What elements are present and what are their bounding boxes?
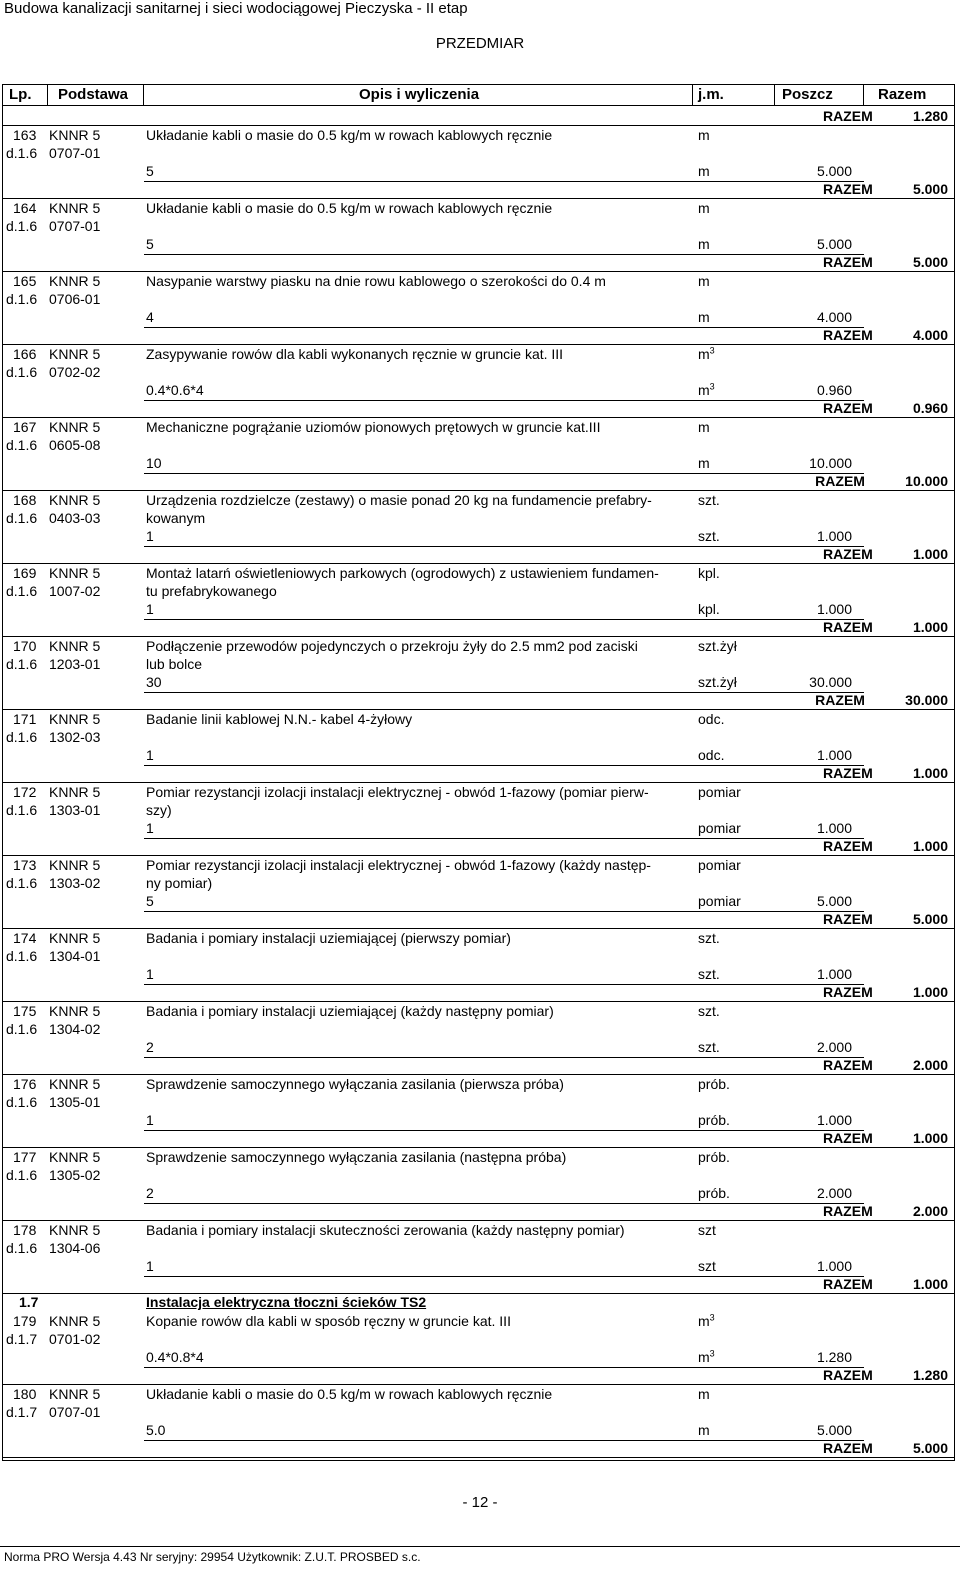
header-lp: Lp. (9, 86, 32, 103)
calc-value: 1.000 (816, 528, 852, 544)
item-knnr: KNNR 5 (49, 492, 101, 508)
item-section: d.1.6 (6, 583, 38, 599)
item-section: d.1.6 (6, 510, 38, 526)
table-row (3, 637, 954, 710)
razem-total: RAZEM 1.000 (822, 546, 948, 562)
item-description-cont: lub bolce (146, 656, 203, 672)
item-description: Nasypanie warstwy piasku na dnie rowu kablowego o szerokości do 0.4 m (146, 273, 606, 289)
calc-expression: 5 (146, 163, 154, 179)
table-row (3, 1148, 954, 1221)
calc-unit: m (698, 1422, 710, 1438)
document-subtitle: PRZEDMIAR (435, 35, 525, 52)
item-unit: pomiar (698, 857, 741, 873)
header-jm: j.m. (698, 86, 724, 103)
underline (144, 911, 864, 912)
calc-expression: 1 (146, 528, 154, 544)
item-code: 1305-02 (49, 1167, 101, 1183)
calc-expression: 5 (146, 236, 154, 252)
calc-value: 1.000 (816, 1258, 852, 1274)
item-knnr: KNNR 5 (49, 127, 101, 143)
underline (144, 473, 864, 474)
item-description: Kopanie rowów dla kabli w sposób ręczny w gruncie kat. III (146, 1313, 511, 1329)
item-lp: 177 (13, 1149, 37, 1165)
item-unit: prób. (698, 1149, 730, 1165)
razem-total: RAZEM 1.000 (822, 1130, 948, 1146)
item-code: 0707-01 (49, 1404, 101, 1420)
item-description: Mechaniczne pogrążanie uziomów pionowych prętowych w gruncie kat.III (146, 419, 601, 435)
footer-text: Norma PRO Wersja 4.43 Nr seryjny: 29954 Użytkownik: Z.U.T. PROSBED s.c. (4, 1550, 421, 1564)
item-knnr: KNNR 5 (49, 200, 101, 216)
item-section: d.1.6 (6, 145, 38, 161)
item-lp: 165 (13, 273, 37, 289)
calc-expression: 1 (146, 601, 154, 617)
item-knnr: KNNR 5 (49, 419, 101, 435)
header-razem: Razem (878, 86, 927, 103)
razem-total: RAZEM 5.000 (822, 1440, 948, 1456)
page-number: - 12 - (462, 1494, 498, 1511)
calc-unit: kpl. (698, 601, 720, 617)
item-lp: 174 (13, 930, 37, 946)
underline (144, 1057, 864, 1058)
razem-total: RAZEM 5.000 (822, 911, 948, 927)
item-description: Badania i pomiary instalacji uziemiającej (każdy następny pomiar) (146, 1003, 554, 1019)
item-code: 1007-02 (49, 583, 101, 599)
item-lp: 166 (13, 346, 37, 362)
table-row (3, 710, 954, 783)
item-knnr: KNNR 5 (49, 638, 101, 654)
underline (144, 984, 864, 985)
calc-expression: 1 (146, 1112, 154, 1128)
item-section: d.1.6 (6, 729, 38, 745)
item-unit: kpl. (698, 565, 720, 581)
calc-expression: 0.4*0.6*4 (146, 382, 204, 398)
section-header (3, 1294, 954, 1312)
underline (144, 1440, 864, 1441)
calc-expression: 2 (146, 1185, 154, 1201)
item-description: Badanie linii kablowej N.N.- kabel 4-żyłowy (146, 711, 413, 727)
table-row (3, 345, 954, 418)
item-code: 0706-01 (49, 291, 101, 307)
razem-total: RAZEM 5.000 (822, 181, 948, 197)
calc-value: 5.000 (816, 1422, 852, 1438)
razem-total: RAZEM 1.000 (822, 984, 948, 1000)
item-section: d.1.6 (6, 437, 38, 453)
item-knnr: KNNR 5 (49, 784, 101, 800)
razem-total: RAZEM 1.000 (822, 1276, 948, 1292)
item-description: Układanie kabli o masie do 0.5 kg/m w rowach kablowych ręcznie (146, 1386, 553, 1402)
underline (144, 838, 864, 839)
calc-expression: 5.0 (146, 1422, 166, 1438)
calc-unit: szt.żył (698, 674, 737, 690)
table-row (3, 1221, 954, 1294)
calc-expression: 4 (146, 309, 154, 325)
calc-expression: 1 (146, 966, 154, 982)
item-code: 1304-02 (49, 1021, 101, 1037)
item-lp: 175 (13, 1003, 37, 1019)
item-unit: szt. (698, 930, 720, 946)
item-knnr: KNNR 5 (49, 273, 101, 289)
item-unit: szt. (698, 1003, 720, 1019)
calc-value: 10.000 (809, 455, 852, 471)
calc-unit: m (698, 455, 710, 471)
item-code: 0707-01 (49, 145, 101, 161)
item-section: d.1.6 (6, 875, 38, 891)
calc-value: 5.000 (816, 163, 852, 179)
table-header (3, 85, 954, 106)
item-description-cont: kowanym (146, 510, 206, 526)
item-lp: 163 (13, 127, 37, 143)
table-row (3, 199, 954, 272)
underline (144, 181, 864, 182)
item-unit: prób. (698, 1076, 730, 1092)
row-separator (3, 1457, 954, 1458)
section-number: 1.7 (19, 1294, 39, 1310)
razem-total: RAZEM 1.000 (822, 619, 948, 635)
item-code: 1303-01 (49, 802, 101, 818)
razem-total: RAZEM 2.000 (822, 1057, 948, 1073)
item-knnr: KNNR 5 (49, 1313, 101, 1329)
item-code: 0702-02 (49, 364, 101, 380)
item-unit: m (698, 273, 710, 289)
calc-unit: m (698, 163, 710, 179)
item-unit: odc. (698, 711, 725, 727)
underline (144, 254, 864, 255)
underline (144, 546, 864, 547)
calc-value: 1.280 (816, 1349, 852, 1365)
item-description: Sprawdzenie samoczynnego wyłączania zasilania (następna próba) (146, 1149, 567, 1165)
calc-value: 5.000 (816, 893, 852, 909)
razem-total: RAZEM 2.000 (822, 1203, 948, 1219)
calc-unit: prób. (698, 1185, 730, 1201)
item-code: 1203-01 (49, 656, 101, 672)
item-unit: m (698, 200, 710, 216)
item-code: 1305-01 (49, 1094, 101, 1110)
item-lp: 180 (13, 1386, 37, 1402)
calc-expression: 2 (146, 1039, 154, 1055)
underline (144, 1130, 864, 1131)
item-unit: szt. (698, 492, 720, 508)
calc-unit: odc. (698, 747, 725, 763)
item-code: 1304-01 (49, 948, 101, 964)
item-unit: m (698, 127, 710, 143)
table-row (3, 1312, 954, 1385)
underline (144, 765, 864, 766)
item-description: Pomiar rezystancji izolacji instalacji elektrycznej - obwód 1-fazowy (każdy następ- (146, 857, 651, 873)
calc-expression: 30 (146, 674, 162, 690)
razem-total: RAZEM 1.000 (822, 765, 948, 781)
razem-total: RAZEM 5.000 (822, 254, 948, 270)
calc-unit: szt (698, 1258, 716, 1274)
item-section: d.1.6 (6, 1167, 38, 1183)
item-code: 0605-08 (49, 437, 101, 453)
item-section: d.1.6 (6, 1240, 38, 1256)
item-knnr: KNNR 5 (49, 565, 101, 581)
table-row (3, 126, 954, 199)
calc-value: 1.000 (816, 601, 852, 617)
calc-value: 1.000 (816, 747, 852, 763)
item-unit: $m^3$ (698, 345, 715, 362)
item-knnr: KNNR 5 (49, 1386, 101, 1402)
item-unit: szt.żył (698, 638, 737, 654)
underline (144, 692, 864, 693)
item-description: Badania i pomiary instalacji uziemiającej (pierwszy pomiar) (146, 930, 511, 946)
calc-value: 0.960 (816, 382, 852, 398)
calc-expression: 5 (146, 893, 154, 909)
estimate-table (2, 84, 955, 1461)
header-podstawa: Podstawa (58, 86, 129, 103)
table-row (3, 564, 954, 637)
underline (144, 1203, 864, 1204)
razem-total: RAZEM 10.000 (815, 473, 948, 489)
item-section: d.1.6 (6, 656, 38, 672)
item-code: 1302-03 (49, 729, 101, 745)
calc-expression: 0.4*0.8*4 (146, 1349, 204, 1365)
item-section: d.1.6 (6, 218, 38, 234)
item-code: 0701-02 (49, 1331, 101, 1347)
item-description: Układanie kabli o masie do 0.5 kg/m w rowach kablowych ręcznie (146, 127, 553, 143)
item-knnr: KNNR 5 (49, 1149, 101, 1165)
calc-value: 2.000 (816, 1185, 852, 1201)
item-code: 1304-06 (49, 1240, 101, 1256)
item-unit: $m^3$ (698, 1312, 715, 1329)
item-lp: 173 (13, 857, 37, 873)
item-knnr: KNNR 5 (49, 1003, 101, 1019)
item-unit: m (698, 419, 710, 435)
calc-value: 2.000 (816, 1039, 852, 1055)
item-lp: 169 (13, 565, 37, 581)
calc-value: 1.000 (816, 966, 852, 982)
item-description: Montaż latarń oświetleniowych parkowych (ogrodowych) z ustawieniem fundamen- (146, 565, 659, 581)
calc-expression: 10 (146, 455, 162, 471)
item-knnr: KNNR 5 (49, 346, 101, 362)
item-knnr: KNNR 5 (49, 711, 101, 727)
item-description: Urządzenia rozdzielcze (zestawy) o masie ponad 20 kg na fundamencie prefabry- (146, 492, 652, 508)
document-title: Budowa kanalizacji sanitarnej i sieci wodociągowej Pieczyska - II etap (4, 0, 468, 17)
header-opis: Opis i wyliczenia (359, 86, 480, 103)
calc-unit: pomiar (698, 820, 741, 836)
item-lp: 179 (13, 1313, 37, 1329)
item-lp: 176 (13, 1076, 37, 1092)
item-lp: 168 (13, 492, 37, 508)
item-description-cont: szy) (146, 802, 172, 818)
table-row (3, 1002, 954, 1075)
item-unit: pomiar (698, 784, 741, 800)
item-section: d.1.7 (6, 1331, 38, 1347)
calc-unit: $m^3$ (698, 1348, 715, 1365)
underline (144, 1367, 864, 1368)
item-code: 1303-02 (49, 875, 101, 891)
item-lp: 164 (13, 200, 37, 216)
razem-total: RAZEM 1.280 (822, 1367, 948, 1383)
item-section: d.1.6 (6, 948, 38, 964)
item-lp: 170 (13, 638, 37, 654)
item-unit: m (698, 1386, 710, 1402)
item-lp: 171 (13, 711, 37, 727)
table-row (3, 272, 954, 345)
item-description: Układanie kabli o masie do 0.5 kg/m w rowach kablowych ręcznie (146, 200, 553, 216)
calc-unit: $m^3$ (698, 381, 715, 398)
item-lp: 172 (13, 784, 37, 800)
item-code: 0707-01 (49, 218, 101, 234)
underline (144, 1276, 864, 1277)
calc-expression: 1 (146, 820, 154, 836)
item-section: d.1.6 (6, 364, 38, 380)
calc-value: 1.000 (816, 820, 852, 836)
calc-unit: prób. (698, 1112, 730, 1128)
calc-unit: szt. (698, 966, 720, 982)
item-code: 0403-03 (49, 510, 101, 526)
header-poszcz: Poszcz (782, 86, 833, 103)
table-row (3, 491, 954, 564)
table-row (3, 1385, 954, 1458)
calc-value: 30.000 (809, 674, 852, 690)
calc-expression: 1 (146, 1258, 154, 1274)
item-section: d.1.6 (6, 802, 38, 818)
item-knnr: KNNR 5 (49, 930, 101, 946)
item-description: Zasypywanie rowów dla kabli wykonanych ręcznie w gruncie kat. III (146, 346, 564, 362)
item-lp: 178 (13, 1222, 37, 1238)
razem-total: RAZEM 30.000 (815, 692, 948, 708)
item-description-cont: ny pomiar) (146, 875, 213, 891)
underline (144, 619, 864, 620)
item-section: d.1.6 (6, 1021, 38, 1037)
razem-total: RAZEM 4.000 (822, 327, 948, 343)
calc-expression: 1 (146, 747, 154, 763)
table-row (3, 1075, 954, 1148)
item-knnr: KNNR 5 (49, 1076, 101, 1092)
item-description: Podłączenie przewodów pojedynczych o przekroju żyły do 2.5 mm2 pod zaciski (146, 638, 638, 654)
razem-total: RAZEM 0.960 (822, 400, 948, 416)
item-lp: 167 (13, 419, 37, 435)
table-row (3, 929, 954, 1002)
underline (144, 400, 864, 401)
calc-unit: m (698, 236, 710, 252)
table-row (3, 783, 954, 856)
calc-value: 5.000 (816, 236, 852, 252)
calc-unit: szt. (698, 1039, 720, 1055)
calc-unit: m (698, 309, 710, 325)
calc-value: 1.000 (816, 1112, 852, 1128)
calc-value: 4.000 (816, 309, 852, 325)
item-unit: szt (698, 1222, 716, 1238)
item-knnr: KNNR 5 (49, 857, 101, 873)
razem-carry: RAZEM 1.280 (822, 108, 948, 124)
item-description: Sprawdzenie samoczynnego wyłączania zasilania (pierwsza próba) (146, 1076, 564, 1092)
underline (144, 327, 864, 328)
table-row (3, 856, 954, 929)
calc-unit: pomiar (698, 893, 741, 909)
item-section: d.1.6 (6, 291, 38, 307)
razem-total: RAZEM 1.000 (822, 838, 948, 854)
calc-unit: szt. (698, 528, 720, 544)
item-knnr: KNNR 5 (49, 1222, 101, 1238)
item-description: Badania i pomiary instalacji skuteczności zerowania (każdy następny pomiar) (146, 1222, 625, 1238)
section-title: Instalacja elektryczna tłoczni ścieków TS2 (146, 1294, 427, 1310)
item-section: d.1.6 (6, 1094, 38, 1110)
table-row (3, 418, 954, 491)
item-description-cont: tu prefabrykowanego (146, 583, 277, 599)
item-description: Pomiar rezystancji izolacji instalacji elektrycznej - obwód 1-fazowy (pomiar pierw- (146, 784, 649, 800)
item-section: d.1.7 (6, 1404, 38, 1420)
